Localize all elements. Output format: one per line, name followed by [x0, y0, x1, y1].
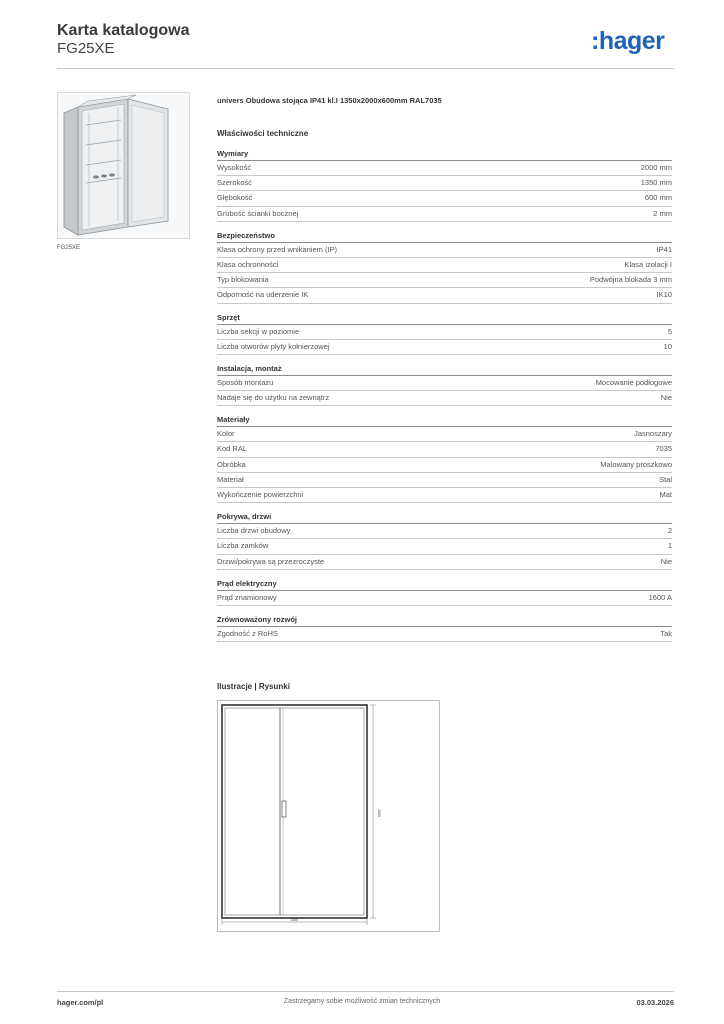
document-title: Karta katalogowa: [57, 22, 190, 39]
property-name: Nadaje się do użytku na zewnątrz: [217, 393, 330, 403]
property-value: 1600 A: [648, 592, 672, 602]
property-row: [217, 176, 672, 191]
dimension-width-label: 1350: [290, 918, 298, 922]
property-name: Sposób montażu: [217, 377, 274, 387]
property-row: [217, 458, 672, 473]
property-value: 2: [667, 526, 672, 536]
property-value: 2000 mm: [640, 163, 672, 172]
photo-caption: FG25XE: [57, 245, 81, 251]
group-title: Prąd elektryczny: [217, 578, 277, 588]
property-row: [217, 488, 672, 503]
footer-disclaimer: Zastrzegamy sobie możliwość zmian technicznych: [283, 998, 441, 1005]
property-row: [217, 258, 672, 273]
header-divider: [57, 68, 674, 69]
property-name: Liczba otworów płyty kołnierzowej: [217, 341, 330, 351]
property-name: Wykończenie powierzchni: [217, 490, 304, 499]
main-content: [217, 95, 672, 642]
property-row: [217, 273, 672, 288]
property-row: [217, 473, 672, 488]
property-row: [217, 591, 672, 606]
property-value: IK10: [656, 290, 672, 300]
group-title: Sprzęt: [217, 312, 240, 322]
property-name: Liczba drzwi obudowy: [217, 526, 291, 536]
property-name: Wysokość: [217, 163, 252, 172]
property-name: Kolor: [217, 429, 235, 439]
group-title: Bezpieczeństwo: [217, 230, 275, 240]
property-name: Prąd znamionowy: [217, 592, 277, 602]
property-value: Stal: [659, 474, 672, 484]
hager-logo-text: :hager: [591, 27, 665, 55]
group-title: Pokrywa, drzwi: [217, 512, 272, 522]
property-row: [217, 340, 672, 355]
technical-drawing: [217, 700, 440, 932]
properties-heading: Właściwości techniczne: [217, 129, 309, 138]
property-value: 1350 mm: [640, 178, 672, 188]
footer-divider: [57, 991, 674, 992]
group-title: Zrównoważony rozwój: [217, 614, 297, 624]
property-row: [217, 555, 672, 570]
property-row: [217, 391, 672, 406]
property-name: Kod RAL: [217, 444, 248, 454]
dimension-height-label: 2000: [377, 809, 381, 817]
property-row: [217, 243, 672, 258]
property-value: 600 mm: [644, 193, 672, 203]
product-photo: [57, 92, 190, 239]
property-value: Mat: [659, 490, 672, 499]
property-value: Klasa izolacji I: [624, 259, 672, 269]
property-name: Odporność na uderzenie IK: [217, 290, 309, 300]
property-row: [217, 539, 672, 554]
property-name: Liczba zamków: [217, 541, 269, 551]
property-row: [217, 442, 672, 457]
property-name: Materiał: [217, 474, 244, 484]
property-name: Zgodność z RoHS: [217, 628, 278, 638]
footer-website: hager.com/pl: [57, 998, 104, 1007]
property-name: Grubość ścianki bocznej: [217, 208, 299, 218]
property-row: [217, 325, 672, 340]
property-value: IP41: [656, 244, 672, 254]
property-value: 10: [663, 341, 672, 351]
property-value: 5: [667, 326, 672, 336]
property-name: Typ blokowania: [217, 275, 269, 285]
property-row: [217, 161, 672, 176]
property-name: Drzwi/pokrywa są przezroczyste: [217, 556, 325, 566]
property-row: [217, 376, 672, 391]
property-value: Nie: [660, 556, 672, 566]
hager-logo: [591, 26, 675, 56]
property-row: [217, 288, 672, 303]
product-description: univers Obudowa stojąca IP41 kl.I 1350x2000x600mm RAL7035: [217, 96, 442, 105]
property-name: Liczba sekcji w poziomie: [217, 326, 300, 336]
group-title: Wymiary: [217, 149, 249, 158]
property-name: Klasa ochrony przed wnikaniem (IP): [217, 244, 338, 254]
enclosure-photo-illustration: [58, 93, 189, 238]
product-code: FG25XE: [57, 40, 115, 57]
property-row: [217, 191, 672, 206]
property-name: Obróbka: [217, 459, 246, 469]
property-name: Szerokość: [217, 178, 253, 188]
property-name: Klasa ochronności: [217, 259, 279, 269]
property-row: [217, 427, 672, 442]
property-value: Podwójna blokada 3 mm: [589, 275, 672, 285]
property-value: Jasnoszary: [634, 429, 672, 439]
property-row: [217, 524, 672, 539]
properties-groups: [217, 149, 672, 642]
property-name: Głębokość: [217, 193, 253, 203]
property-row: [217, 207, 672, 222]
group-title: Materiały: [217, 415, 250, 425]
property-value: Tak: [660, 628, 672, 638]
property-row: [217, 627, 672, 642]
front-view-drawing: [218, 701, 439, 931]
property-value: 7035: [655, 444, 672, 454]
group-title: Instalacja, montaż: [217, 363, 282, 373]
illustrations-heading: Ilustracje | Rysunki: [217, 682, 290, 691]
property-value: 1: [667, 541, 672, 551]
property-value: 2 mm: [653, 208, 672, 218]
property-value: Malowany proszkowo: [600, 459, 672, 469]
property-value: Mocowanie podłogowe: [595, 377, 672, 387]
footer-date: 03.03.2026: [636, 998, 674, 1007]
property-value: Nie: [660, 393, 672, 403]
